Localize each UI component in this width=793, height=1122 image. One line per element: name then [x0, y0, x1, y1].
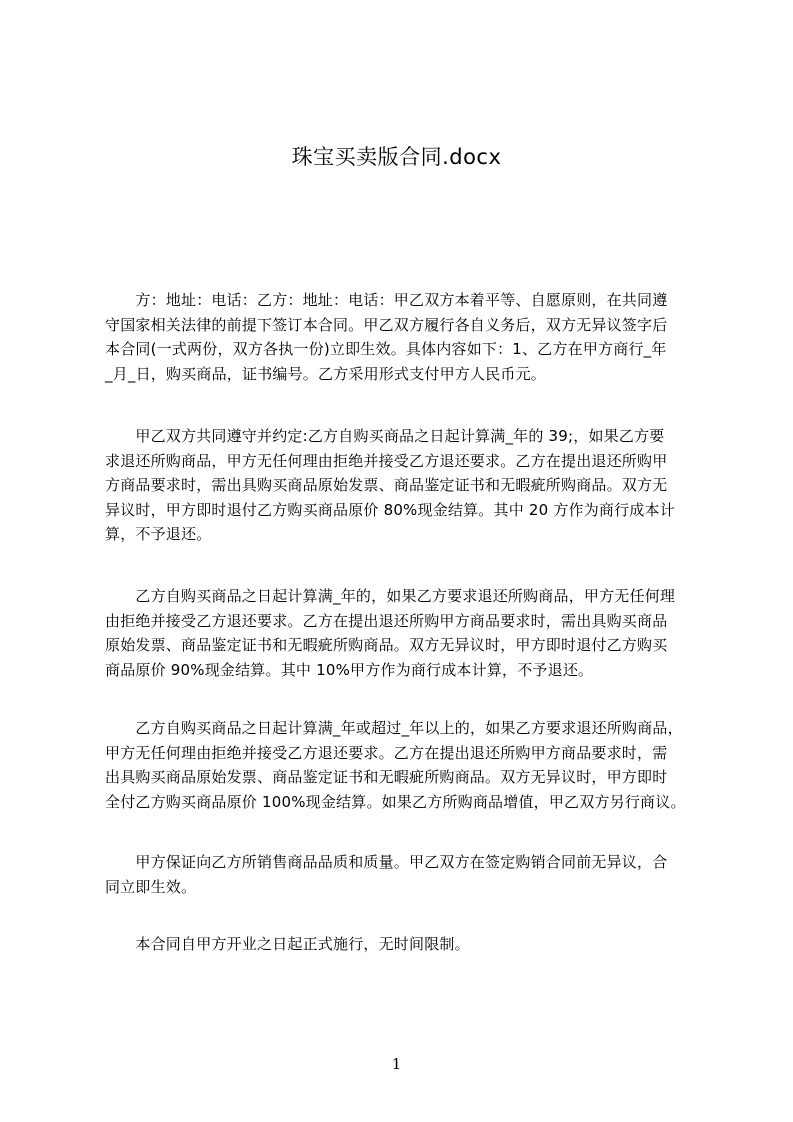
- paragraph-return-terms-90: [105, 584, 705, 682]
- paragraph-line: 本合同自甲方开业之日起正式施行，无时间限制。: [105, 935, 470, 953]
- paragraph-line: 全付乙方购买商品原价 100%现金结算。如果乙方所购商品增值，甲乙双方另行商议。: [105, 792, 686, 811]
- paragraph-line: 甲方无任何理由拒绝并接受乙方退还要求。乙方在提出退还所购甲方商品要求时，需: [105, 743, 668, 762]
- paragraph-line: 方：地址：电话：乙方：地址：电话：甲乙双方本着平等、自愿原则，在共同遵: [105, 291, 668, 309]
- paragraph-line: 异议时，甲方即时退付乙方购买商品原价 80%现金结算。其中 20 方作为商行成本计: [105, 500, 675, 519]
- paragraph-line: 求退还所购商品，甲方无任何理由拒绝并接受乙方退还要求。乙方在提出退还所购甲: [105, 451, 668, 470]
- paragraph-line: 乙方自购买商品之日起计算满_年的，如果乙方要求退还所购商品，甲方无任何理: [105, 587, 676, 605]
- paragraph-effective-date: [105, 932, 705, 957]
- paragraph-line: 商品原价 90%现金结算。其中 10%甲方作为商行成本计算，不予退还。: [105, 660, 594, 679]
- paragraph-line: 方商品要求时，需出具购买商品原始发票、商品鉴定证书和无暇疵所购商品。双方无: [105, 476, 668, 494]
- paragraph-quality-guarantee: [105, 850, 705, 899]
- paragraph-line: 本合同(一式两份，双方各执一份)立即生效。具体内容如下：1、乙方在甲方商行_年: [105, 340, 667, 358]
- paragraph-line: 由拒绝并接受乙方退还要求。乙方在提出退还所购甲方商品要求时，需出具购买商品: [105, 611, 668, 630]
- paragraph-line: 同立即生效。: [105, 877, 197, 896]
- paragraph-return-terms-80: [105, 424, 705, 547]
- paragraph-line: 原始发票、商品鉴定证书和无暇疵所购商品。双方无异议时，甲方即时退付乙方购买: [105, 636, 668, 654]
- page-number: 1: [391, 1055, 402, 1073]
- paragraph-parties: [105, 288, 705, 386]
- paragraph-return-terms-100: [105, 716, 705, 814]
- paragraph-line: 甲乙双方共同遵守并约定:乙方自购买商品之日起计算满_年的 39;，如果乙方要: [105, 427, 665, 445]
- document-title: 珠宝买卖版合同.docx: [291, 145, 502, 169]
- paragraph-line: 算，不予退还。: [105, 525, 212, 543]
- paragraph-line: 出具购买商品原始发票、商品鉴定证书和无暇疵所购商品。双方无异议时，甲方即时: [105, 768, 668, 786]
- paragraph-line: 甲方保证向乙方所销售商品品质和质量。甲乙双方在签定购销合同前无异议，合: [105, 853, 668, 871]
- paragraph-line: 守国家相关法律的前提下签订本合同。甲乙双方履行各自义务后，双方无异议签字后: [105, 315, 668, 334]
- paragraph-line: 乙方自购买商品之日起计算满_年或超过_年以上的，如果乙方要求退还所购商品，: [105, 719, 683, 737]
- paragraph-line: _月_日，购买商品，证书编号。乙方采用形式支付甲方人民币元。: [105, 364, 547, 383]
